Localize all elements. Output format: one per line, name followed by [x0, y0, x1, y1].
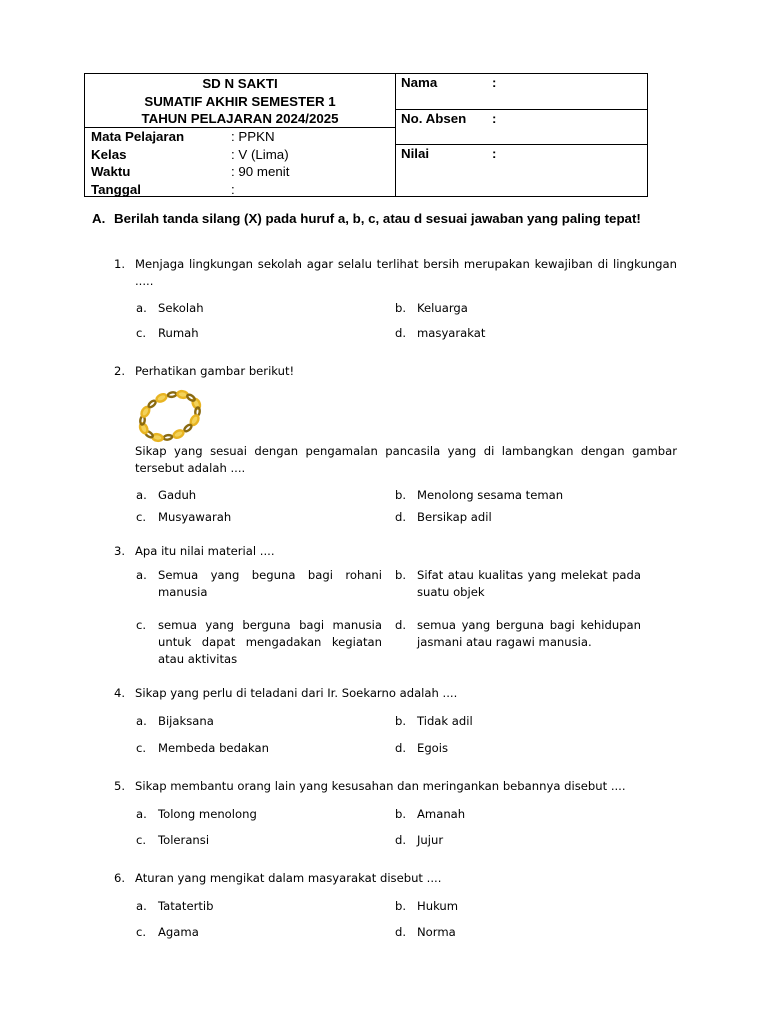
field-score — [396, 145, 647, 196]
option-letter: c. — [136, 741, 147, 755]
chain-link — [155, 393, 167, 403]
chain-link — [163, 435, 172, 441]
chain-link — [172, 429, 184, 439]
detail-label: Waktu — [91, 164, 131, 180]
option-letter: b. — [395, 714, 407, 728]
option-text: semua yang berguna bagi manusia untuk dapat mengadakan kegiatan atau aktivitas — [158, 618, 382, 666]
option-letter: d. — [395, 925, 407, 939]
field-colon: : — [492, 111, 497, 126]
field-colon: : — [492, 75, 497, 90]
detail-value: : PPKN — [231, 129, 275, 144]
option-text: Musyawarah — [158, 510, 232, 524]
exam-header-table — [84, 73, 648, 197]
option-text: Agama — [158, 925, 199, 939]
option-letter: a. — [136, 488, 147, 502]
option-letter: a. — [136, 568, 147, 582]
option-letter: c. — [136, 925, 147, 939]
option-text: Tidak adil — [417, 714, 473, 728]
option-text: Egois — [417, 741, 449, 755]
detail-value: : 90 menit — [231, 164, 290, 180]
detail-row-subject — [91, 128, 391, 146]
option-letter: d. — [395, 618, 407, 632]
question-number: 3. — [114, 544, 126, 558]
section-letter: A. — [92, 211, 106, 226]
option-text: Jujur — [417, 833, 444, 847]
academic-year: TAHUN PELAJARAN 2024/2025 — [141, 111, 339, 126]
option-text: Rumah — [158, 326, 199, 340]
section-instruction-text: Berilah tanda silang (X) pada huruf a, b, c, atau d sesuai jawaban yang paling tepat! — [114, 211, 641, 226]
question-number: 6. — [114, 871, 126, 885]
detail-value: : — [231, 181, 235, 197]
field-label: Nama — [401, 75, 438, 90]
option-letter: b. — [395, 807, 407, 821]
option-text: Membeda bedakan — [158, 741, 269, 755]
option-letter: a. — [136, 714, 147, 728]
chain-link — [183, 424, 192, 433]
question-text: Perhatikan gambar berikut! — [135, 364, 295, 378]
student-fields-column — [396, 74, 647, 196]
option-text: Sekolah — [158, 301, 204, 315]
option-text: Hukum — [417, 899, 459, 913]
option-letter: c. — [136, 510, 147, 524]
option-text: semua yang berguna bagi kehidupan jasmani atau ragawi manusia. — [417, 618, 641, 649]
detail-row-class — [91, 146, 391, 164]
option-letter: d. — [395, 741, 407, 755]
field-label: Nilai — [401, 146, 430, 161]
question-text: Sikap yang perlu di teladani dari Ir. Soekarno adalah .... — [135, 686, 458, 700]
chain-link — [168, 392, 177, 398]
option-letter: a. — [136, 899, 147, 913]
option-letter: a. — [136, 807, 147, 821]
detail-value: : V (Lima) — [231, 146, 289, 162]
option-letter: a. — [136, 301, 147, 315]
field-name — [396, 74, 647, 110]
option-text: Bersikap adil — [417, 510, 492, 524]
option-text: Amanah — [417, 807, 466, 821]
option-letter: b. — [395, 899, 407, 913]
option-text: Semua yang beguna bagi rohani manusia — [158, 568, 382, 599]
exam-title-block — [85, 74, 395, 128]
field-absen — [396, 110, 647, 145]
option-text: Keluarga — [417, 301, 468, 315]
question-number: 4. — [114, 686, 126, 700]
question-text: Menjaga lingkungan sekolah agar selalu terlihat bersih merupakan kewajiban di lingkungan ..... — [135, 257, 677, 288]
exam-info-column — [85, 74, 396, 196]
option-letter: b. — [395, 568, 407, 582]
question-number: 2. — [114, 364, 126, 378]
option-letter: c. — [136, 618, 147, 632]
option-letter: c. — [136, 326, 147, 340]
option-letter: b. — [395, 488, 407, 502]
exam-name: SUMATIF AKHIR SEMESTER 1 — [144, 93, 336, 109]
detail-row-date — [91, 181, 391, 199]
field-label: No. Absen — [401, 111, 467, 126]
gold-chain-icon — [134, 388, 206, 444]
chain-link — [147, 399, 156, 408]
option-text: Gaduh — [158, 488, 197, 502]
option-letter: c. — [136, 833, 147, 847]
option-text: Menolong sesama teman — [417, 488, 564, 502]
option-letter: d. — [395, 326, 407, 340]
option-letter: d. — [395, 510, 407, 524]
option-text: Toleransi — [158, 833, 210, 847]
option-text: Tatatertib — [158, 899, 214, 913]
option-text: Norma — [417, 925, 456, 939]
question-text: Sikap yang sesuai dengan pengamalan pancasila yang di lambangkan dengan gambar tersebut adalah .... — [135, 444, 677, 475]
question-text: Aturan yang mengikat dalam masyarakat disebut .... — [135, 871, 442, 885]
question-number: 1. — [114, 257, 126, 271]
option-letter: b. — [395, 301, 407, 315]
detail-label: Tanggal — [91, 181, 141, 197]
question-text: Sikap membantu orang lain yang kesusahan dan meringankan bebannya disebut .... — [135, 779, 626, 793]
school-name: SD N SAKTI — [202, 76, 278, 91]
option-text: masyarakat — [417, 326, 486, 340]
exam-details — [91, 128, 391, 198]
detail-row-time — [91, 163, 391, 181]
detail-label: Mata Pelajaran — [91, 129, 185, 144]
chain-link — [186, 394, 195, 402]
field-colon: : — [492, 146, 497, 161]
question-number: 5. — [114, 779, 126, 793]
question-text: Apa itu nilai material .... — [135, 544, 275, 558]
option-text: Bijaksana — [158, 714, 214, 728]
option-text: Sifat atau kualitas yang melekat pada suatu objek — [417, 568, 641, 599]
option-text: Tolong menolong — [158, 807, 257, 821]
option-letter: d. — [395, 833, 407, 847]
detail-label: Kelas — [91, 146, 127, 162]
